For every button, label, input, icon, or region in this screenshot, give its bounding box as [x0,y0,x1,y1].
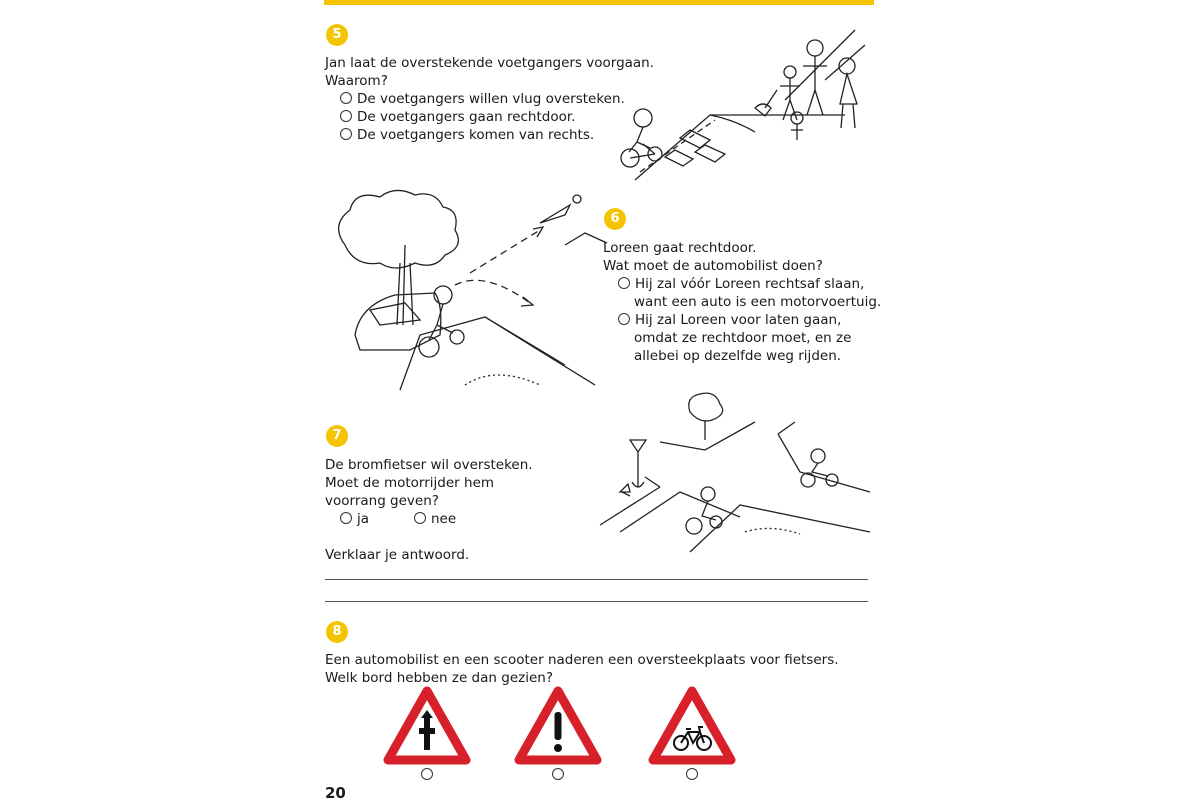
bicycle-crossing-sign-icon [650,688,734,764]
question-6-text: Loreen gaat rechtdoor. [603,240,757,256]
question-7-option-no[interactable]: nee [414,510,456,528]
answer-line-1[interactable] [325,579,868,580]
question-6-subtext: Wat moet de automobilist doen? [603,258,823,274]
question-7-line-3: voorrang geven? [325,493,439,509]
answer-line-2[interactable] [325,601,868,602]
radio-button[interactable] [618,277,630,289]
question-7-explain-prompt: Verklaar je antwoord. [325,547,470,563]
sign-2-radio[interactable] [552,768,564,780]
sign-3-radio[interactable] [686,768,698,780]
question-8-text: Een automobilist en een scooter naderen een oversteekplaats voor fietsers. [325,652,839,668]
question-6-option-1[interactable]: Hij zal vóór Loreen rechtsaf slaan, [618,275,864,293]
sign-1-radio[interactable] [421,768,433,780]
radio-button[interactable] [618,313,630,325]
question-5-option-3[interactable]: De voetgangers komen van rechts. [340,126,594,144]
question-6-option-2-line-3: allebei op dezelfde weg rijden. [634,348,842,364]
radio-button[interactable] [340,512,352,524]
radio-button[interactable] [340,110,352,122]
question-7-number: 7 [326,425,348,447]
top-accent-bar [324,0,874,5]
radio-button[interactable] [340,92,352,104]
question-8-subtext: Welk bord hebben ze dan gezien? [325,670,553,686]
question-6-number: 6 [604,208,626,230]
question-6-illustration [325,185,605,410]
crossroads-priority-sign-icon [385,688,469,764]
question-6-option-1-line-2: want een auto is een motorvoertuig. [634,294,882,310]
page-number: 20 [325,784,346,802]
question-5-option-1[interactable]: De voetgangers willen vlug oversteken. [340,90,625,108]
question-6-option-2[interactable]: Hij zal Loreen voor laten gaan, [618,311,841,329]
radio-button[interactable] [340,128,352,140]
radio-button[interactable] [414,512,426,524]
question-7-line-2: Moet de motorrijder hem [325,475,495,491]
question-7-line-1: De bromfietser wil oversteken. [325,457,533,473]
question-7-option-yes[interactable]: ja [340,510,369,528]
question-5-option-2[interactable]: De voetgangers gaan rechtdoor. [340,108,575,126]
danger-exclamation-sign-icon [516,688,600,764]
question-5-text: Jan laat de overstekende voetgangers voorgaan. [325,55,655,71]
question-5-subtext: Waarom? [325,73,388,89]
question-8-number: 8 [326,621,348,643]
question-6-option-2-line-2: omdat ze rechtdoor moet, en ze [634,330,852,346]
question-5-illustration [615,20,875,190]
question-5-number: 5 [326,24,348,46]
question-7-illustration [600,392,870,557]
